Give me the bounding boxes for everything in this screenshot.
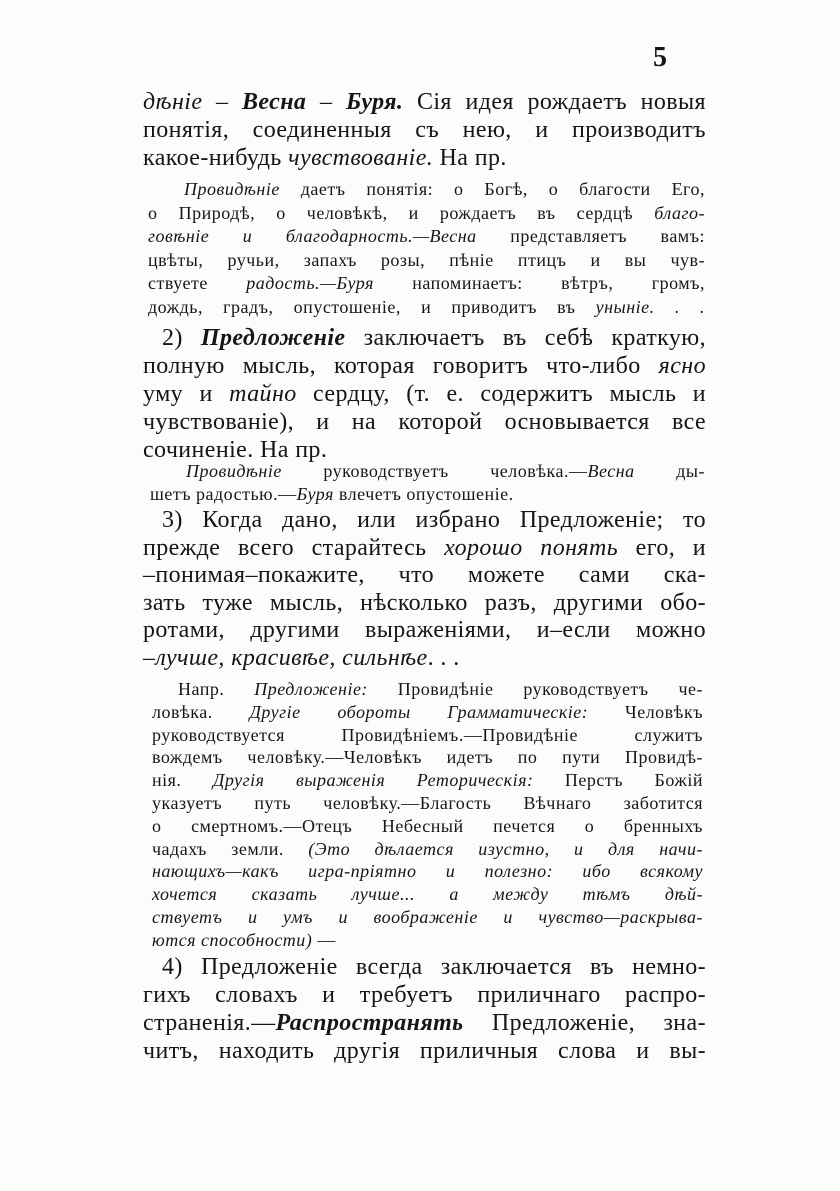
emphasis-text: Предложеніе [200, 325, 346, 351]
text-line [152, 815, 703, 838]
text-line [143, 645, 706, 673]
text-run: сердцу, (т. е. содержитъ мысль и [296, 381, 706, 407]
text-line [143, 617, 706, 645]
emphasis-text: радость.—Буря [246, 273, 374, 294]
text-line [152, 746, 703, 769]
text-line [143, 1009, 706, 1037]
text-run: ствуете [148, 273, 247, 294]
emphasis-text: дѣніе [143, 89, 203, 115]
text-run: — [312, 929, 336, 950]
text-line [143, 953, 706, 981]
text-run: Напр. [178, 679, 255, 699]
text-run: – [306, 89, 346, 115]
text-run: указуетъ путь человѣку.—Благость Вѣчнаго заботится [152, 792, 703, 813]
text-run: – [143, 644, 156, 671]
example-block-2 [150, 460, 705, 506]
text-line [152, 883, 703, 906]
emphasis-text: ствуетъ и умъ и воображеніе и чувство—раскрыва- [152, 906, 703, 927]
emphasis-text: Распространять [275, 1010, 464, 1036]
text-run: руководствуетъ человѣка.— [281, 461, 588, 481]
text-run: зать туже мысль, нѣсколько разъ, другими обо- [143, 589, 706, 616]
text-run: вождемъ человѣку.—Человѣкъ идетъ по пути Провидѣ- [152, 747, 703, 768]
text-run: уму и [143, 381, 230, 407]
text-run: какое-нибудь [143, 145, 289, 171]
text-run: прежде всего старайтесь [143, 534, 445, 561]
text-run: полную мысль, которая говоритъ что-либо [143, 353, 659, 379]
text-line [148, 225, 705, 249]
text-run: о Природѣ, о человѣкѣ, и рождаетъ въ сердцѣ [148, 202, 655, 223]
text-run: 2) [162, 325, 201, 351]
text-run: шетъ радостью.— [150, 484, 297, 504]
text-run: 3) Когда дано, или избрано Предложеніе; то [162, 507, 706, 533]
text-run: чадахъ земли. [152, 838, 309, 859]
text-line [152, 769, 703, 792]
text-line [143, 562, 706, 590]
emphasis-text: уныніе. . . [595, 296, 705, 317]
page-number: 5 [653, 42, 667, 73]
text-run: его, и [618, 534, 706, 561]
text-line [148, 249, 705, 273]
text-line [143, 1037, 706, 1065]
text-run: цвѣты, ручьи, запахъ розы, пѣніе птицъ и вы чув- [148, 249, 705, 270]
text-run: заключаетъ въ себѣ краткую, [345, 325, 706, 351]
emphasis-text: говѣніе и благодарность.—Весна [148, 226, 477, 247]
emphasis-text: Провидѣніе [184, 179, 280, 199]
text-line [143, 408, 706, 436]
text-line [152, 906, 703, 929]
text-line [143, 590, 706, 618]
emphasis-text: нающихъ—какъ игра-пріятно и полезно: ибо всякому [152, 861, 703, 882]
text-run: чувствованіе), и на которой основывается все [143, 409, 706, 435]
text-run: страненія.— [143, 1010, 276, 1036]
text-line [143, 144, 706, 172]
text-run: ловѣка. [152, 701, 250, 722]
emphasis-text: благо- [654, 202, 705, 223]
text-line [152, 701, 703, 724]
text-run: На пр. [433, 145, 507, 171]
text-run: о смертномъ.—Отецъ Небесный печется о бренныхъ [152, 815, 703, 836]
emphasis-text: Буря [296, 484, 334, 504]
text-run: читъ, находить другія приличныя слова и вы- [143, 1038, 706, 1064]
text-line [152, 678, 703, 701]
emphasis-text: тайно [229, 381, 297, 407]
emphasis-text: Другія выраженія Реторическія: [212, 770, 534, 791]
emphasis-text: Весна [587, 461, 635, 481]
text-run: Сія идея рождаетъ новыя [403, 89, 706, 115]
text-run: дождь, градъ, опустошеніе, и приводитъ въ [148, 296, 596, 317]
text-run: – [202, 89, 243, 115]
text-run: даетъ понятія: о Богѣ, о благости Его, [279, 179, 705, 199]
emphasis-text: (Это дѣлается изустно, и для начи- [308, 838, 704, 859]
text-run: влечетъ опустошеніе. [333, 484, 514, 504]
emphasis-text: Буря. [345, 89, 404, 115]
emphasis-text: ются способности) [152, 929, 313, 950]
text-line [148, 272, 705, 296]
example-block-3 [152, 678, 703, 952]
emphasis-text: лучше, красивѣе, сильнѣе [155, 644, 428, 671]
emphasis-text: Провидѣніе [186, 461, 282, 481]
paragraph-4 [143, 953, 706, 1065]
text-line [150, 483, 705, 506]
text-run: нія. [152, 770, 213, 791]
emphasis-text: Весна [242, 89, 307, 115]
text-run: сочиненіе. На пр. [143, 437, 328, 463]
text-line [143, 116, 706, 144]
text-run: Провидѣніе руководствуетъ че- [367, 679, 703, 699]
text-run: Предложеніе, зна- [463, 1010, 706, 1036]
text-line [148, 178, 705, 202]
text-run: напоминаетъ: вѣтръ, громъ, [373, 273, 705, 294]
emphasis-text: Другіе обороты Грамматическіе: [249, 701, 589, 722]
text-line [143, 535, 706, 563]
text-line [143, 352, 706, 380]
text-line [143, 981, 706, 1009]
text-line [143, 380, 706, 408]
text-line [143, 507, 706, 535]
emphasis-text: чувствованіе. [288, 145, 434, 171]
example-block-1 [148, 178, 705, 320]
paragraph-continued [143, 88, 706, 172]
text-line [152, 792, 703, 815]
text-run: представляетъ вамъ: [476, 226, 706, 247]
emphasis-text: хорошо понять [444, 534, 619, 561]
text-run: Человѣкъ [588, 701, 704, 722]
text-line [143, 324, 706, 352]
text-line [148, 296, 705, 320]
text-line [152, 724, 703, 747]
emphasis-text: хочется сказать лучше... а между тѣмъ дѣй- [152, 884, 703, 905]
text-line [152, 838, 703, 861]
text-line [150, 460, 705, 483]
paragraph-3 [143, 507, 706, 673]
text-run: понятія, соединенныя съ нею, и производитъ [143, 117, 706, 143]
text-run: руководствуется Провидѣніемъ.—Провидѣніе служитъ [152, 724, 703, 745]
paragraph-2 [143, 324, 706, 464]
text-run: 4) Предложеніе всегда заключается въ немно- [162, 954, 706, 980]
emphasis-text: Предложеніе: [254, 679, 368, 699]
text-line [148, 202, 705, 226]
text-run: ды- [634, 461, 705, 481]
text-line [143, 88, 706, 116]
emphasis-text: ясно [658, 353, 706, 379]
text-run: гихъ словахъ и требуетъ приличнаго распро- [143, 982, 706, 1008]
text-line [152, 929, 703, 952]
text-line [152, 860, 703, 883]
text-run: Перстъ Божій [533, 770, 703, 791]
text-run: ротами, другими выраженіями, и–если можно [143, 617, 706, 644]
text-run: . . . [427, 644, 460, 671]
text-run: –понимая–покажите, что можете сами ска- [143, 562, 706, 589]
